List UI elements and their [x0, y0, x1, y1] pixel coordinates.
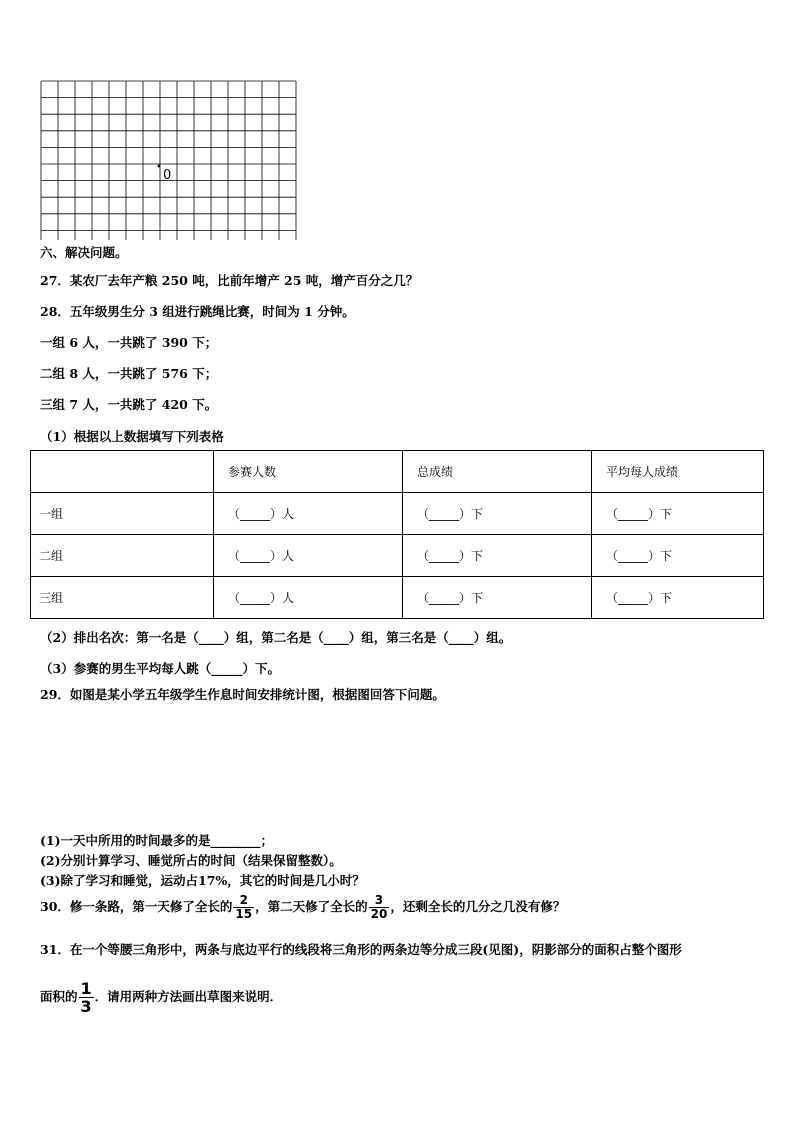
fraction-denominator: 20 [370, 907, 388, 921]
table-header: 平均每人成绩 [592, 451, 764, 493]
table-header [31, 451, 214, 493]
total-blank[interactable]: （_____）下 [403, 493, 592, 535]
group-label: 二组 [31, 535, 214, 577]
question-28-part1: （1）根据以上数据填写下列表格 [40, 429, 224, 444]
fraction-numerator: 3 [369, 894, 390, 908]
fraction-1-3 [79, 980, 94, 1015]
count-blank[interactable]: （_____）人 [214, 535, 403, 577]
table-row [31, 577, 764, 619]
question-29-part1: (1)一天中所用的时间最多的是________； [40, 833, 274, 848]
question-31-text-a: 面积的 [40, 989, 78, 1004]
question-31-line2 [40, 980, 282, 1015]
question-28-part2: （2）排出名次：第一名是（____）组，第二名是（____）组，第三名是（____）组。 [40, 630, 512, 645]
table-header-row [31, 451, 764, 493]
fraction-3-20 [369, 894, 390, 921]
section-six-heading: 六、解决问题。 [40, 245, 128, 260]
fraction-denominator: 15 [235, 907, 253, 921]
fraction-numerator: 2 [233, 894, 254, 908]
question-28-group1: 一组 6 人，一共跳了 390 下； [40, 335, 218, 350]
question-28-part3: （3）参赛的男生平均每人跳（_____）下。 [40, 661, 280, 676]
question-31-line1: 31．在一个等腰三角形中，两条与底边平行的线段将三角形的两条边等分成三段(见图)，阴影部分的面积占整个图形 [40, 942, 682, 957]
group-label: 一组 [31, 493, 214, 535]
fraction-denominator: 3 [80, 997, 92, 1016]
avg-blank[interactable]: （_____）下 [592, 577, 764, 619]
total-blank[interactable]: （_____）下 [403, 535, 592, 577]
table-header: 总成绩 [403, 451, 592, 493]
table-header: 参赛人数 [214, 451, 403, 493]
question-30-text-b: ，第二天修了全长的 [255, 899, 368, 914]
fraction-numerator: 1 [80, 979, 92, 998]
question-29-intro: 29．如图是某小学五年级学生作息时间安排统计图，根据图回答下问题。 [40, 687, 445, 702]
origin-point [158, 165, 161, 168]
avg-blank[interactable]: （_____）下 [592, 535, 764, 577]
question-28-intro: 28．五年级男生分 3 组进行跳绳比赛，时间为 1 分钟。 [40, 304, 355, 319]
fraction-2-15 [233, 894, 254, 921]
avg-blank[interactable]: （_____）下 [592, 493, 764, 535]
total-blank[interactable]: （_____）下 [403, 577, 592, 619]
group-label: 三组 [31, 577, 214, 619]
origin-label: 0 [163, 168, 172, 183]
question-28-group3: 三组 7 人，一共跳了 420 下。 [40, 397, 218, 412]
question-28-group2: 二组 8 人，一共跳了 576 下； [40, 366, 218, 381]
question-30-text-a: 30．修一条路，第一天修了全长的 [40, 899, 233, 914]
table-row [31, 535, 764, 577]
score-table [30, 450, 764, 619]
count-blank[interactable]: （_____）人 [214, 493, 403, 535]
count-blank[interactable]: （_____）人 [214, 577, 403, 619]
question-30 [40, 894, 565, 921]
coordinate-grid [40, 80, 300, 240]
question-27: 27．某农厂去年产粮 250 吨，比前年增产 25 吨，增产百分之几？ [40, 273, 419, 288]
question-29-part2: (2)分别计算学习、睡觉所占的时间（结果保留整数）。 [40, 853, 342, 868]
question-30-text-c: ，还剩全长的几分之几没有修？ [390, 899, 566, 914]
question-31-text-b: ．请用两种方法画出草图来说明． [94, 989, 283, 1004]
table-row [31, 493, 764, 535]
question-29-part3: (3)除了学习和睡觉，运动占17%，其它的时间是几小时？ [40, 873, 365, 888]
